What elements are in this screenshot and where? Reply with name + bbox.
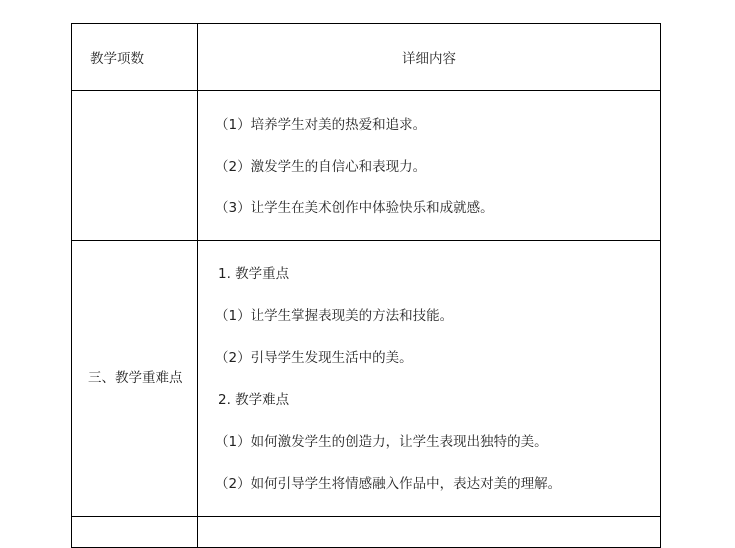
lesson-plan-table	[71, 23, 661, 548]
row-content	[198, 91, 661, 241]
section-heading: 2. 教学难点	[218, 392, 290, 408]
list-item: （1）让学生掌握表现美的方法和技能。	[215, 308, 454, 324]
list-item: （1）如何激发学生的创造力，让学生表现出独特的美。	[215, 434, 548, 450]
list-item: （2）如何引导学生将情感融入作品中，表达对美的理解。	[215, 476, 562, 492]
table-header-row	[72, 24, 661, 91]
header-item-type: 教学项数	[72, 24, 198, 91]
row-content	[198, 517, 661, 548]
row-label	[72, 241, 198, 517]
table-row	[72, 241, 661, 517]
row-label	[72, 517, 198, 548]
list-item: （3）让学生在美术创作中体验快乐和成就感。	[215, 200, 494, 216]
table-row	[72, 517, 661, 548]
header-detail-content: 详细内容	[198, 24, 661, 91]
row-label	[72, 91, 198, 241]
list-item: （2）引导学生发现生活中的美。	[215, 350, 413, 366]
list-item: （2）激发学生的自信心和表现力。	[215, 158, 427, 175]
row-label-text: 三、教学重难点	[88, 370, 183, 386]
row-content	[198, 241, 661, 517]
table-row	[72, 91, 661, 241]
section-heading: 1. 教学重点	[218, 266, 290, 282]
list-item: （1）培养学生对美的热爱和追求。	[215, 117, 427, 133]
